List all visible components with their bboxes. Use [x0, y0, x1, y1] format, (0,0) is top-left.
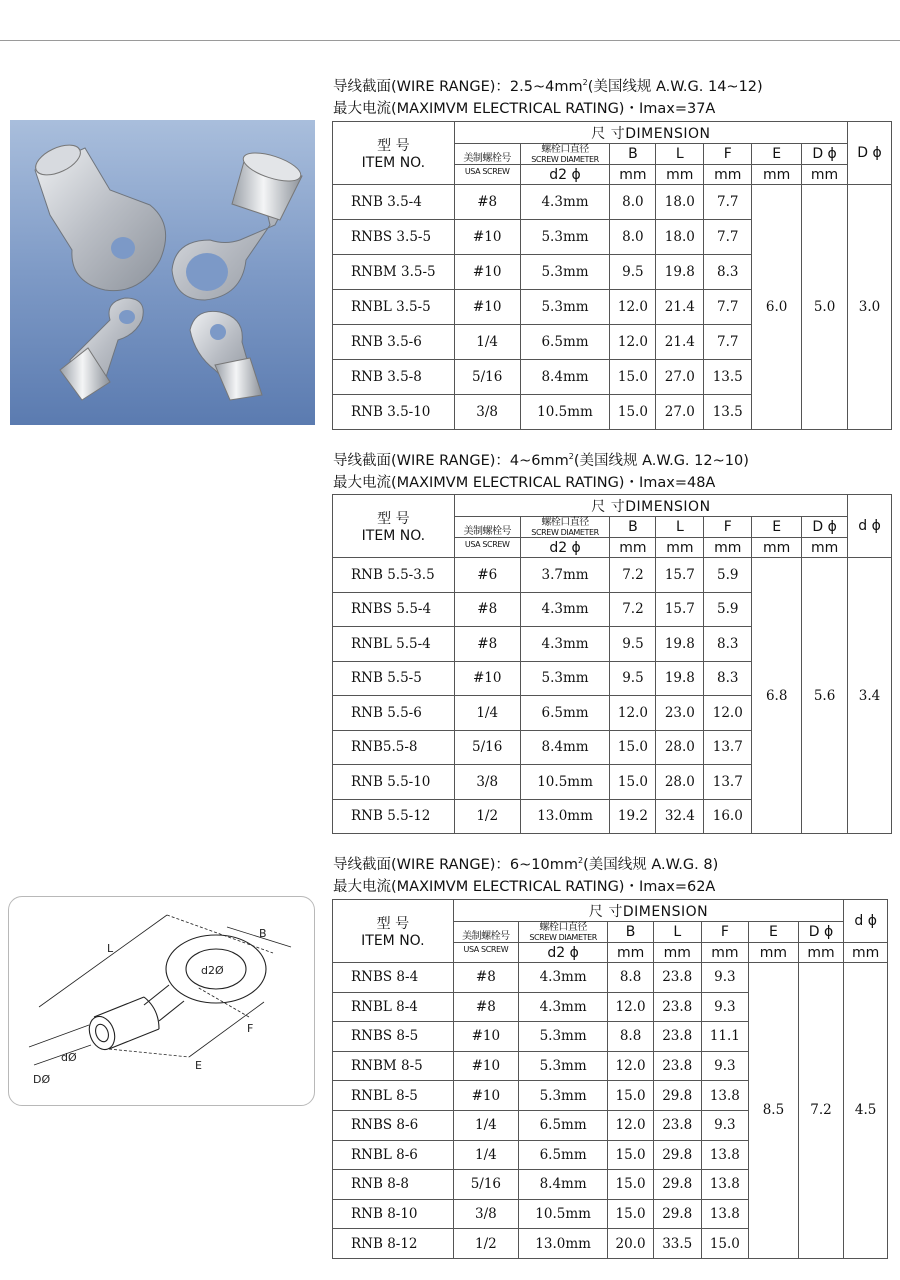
- dim-F: 8.3: [704, 627, 752, 662]
- spec-table-1: [332, 121, 892, 430]
- header-screw-diameter: 螺栓口直径 SCREW DIAMETER: [520, 144, 610, 165]
- diagram-label-d2: d2Ø: [201, 964, 224, 977]
- table-row: [333, 185, 892, 220]
- item-no: RNBS 5.5-4: [333, 592, 455, 627]
- dim-F: 13.8: [701, 1170, 749, 1200]
- dim-L: 27.0: [656, 360, 704, 395]
- item-no: RNBL 5.5-4: [333, 627, 455, 662]
- dim-F: 9.3: [701, 992, 749, 1022]
- header-L: L: [653, 922, 701, 943]
- screw-diameter: 4.3mm: [520, 627, 610, 662]
- dim-L: 29.8: [653, 1170, 701, 1200]
- diagram-label-B: B: [259, 927, 267, 940]
- dim-B: 8.0: [610, 185, 656, 220]
- item-no: RNBL 8-6: [333, 1140, 454, 1170]
- unit-mm: mm: [610, 165, 656, 185]
- header-dimension: 尺 寸DIMENSION: [453, 900, 844, 922]
- dim-F: 13.5: [704, 395, 752, 430]
- header-d2: d2 ϕ: [520, 538, 610, 558]
- dim-B: 8.8: [608, 963, 654, 993]
- screw-diameter: 13.0mm: [518, 1229, 607, 1259]
- screw-diameter: 6.5mm: [520, 325, 610, 360]
- dim-B: 15.0: [610, 730, 656, 765]
- screw-diameter: 8.4mm: [520, 730, 610, 765]
- dim-F: 5.9: [704, 558, 752, 593]
- unit-mm: mm: [704, 165, 752, 185]
- header-item-no: 型 号 ITEM NO.: [333, 122, 455, 185]
- dim-L: 21.4: [656, 325, 704, 360]
- table-row: [333, 558, 892, 593]
- diagram-label-L: L: [107, 942, 114, 955]
- item-no: RNB 5.5-6: [333, 696, 455, 731]
- item-no: RNB 5.5-10: [333, 765, 455, 800]
- header-screw-diameter: 螺栓口直径 SCREW DIAMETER: [518, 922, 607, 943]
- unit-mm: mm: [802, 538, 848, 558]
- dim-L: 15.7: [656, 592, 704, 627]
- screw-diameter: 5.3mm: [520, 255, 610, 290]
- header-dimension: 尺 寸DIMENSION: [454, 122, 847, 144]
- screw-diameter: 5.3mm: [520, 661, 610, 696]
- screw-diameter: 10.5mm: [520, 765, 610, 800]
- usa-screw: #10: [454, 220, 520, 255]
- dim-L: 19.8: [656, 255, 704, 290]
- header-d2: d2 ϕ: [520, 165, 610, 185]
- screw-diameter: 10.5mm: [520, 395, 610, 430]
- dim-B: 9.5: [610, 255, 656, 290]
- dim-L: 23.0: [656, 696, 704, 731]
- item-no: RNB 8-8: [333, 1170, 454, 1200]
- dim-D: 5.0: [802, 185, 848, 430]
- dim-F: 16.0: [704, 799, 752, 834]
- unit-mm: mm: [752, 538, 802, 558]
- header-last-col: d ϕ: [848, 495, 892, 558]
- wire-range-heading-1: 导线截面(WIRE RANGE)：$2.5\sim 4mm^2$(美国线规 A.W.G. 14~12) 最大电流(MAXIMVM ELECTRICAL RATING)・Imax=37A: [333, 78, 763, 117]
- dim-B: 12.0: [610, 696, 656, 731]
- dim-F: 5.9: [704, 592, 752, 627]
- screw-diameter: 4.3mm: [520, 592, 610, 627]
- dim-B: 15.0: [608, 1140, 654, 1170]
- dim-D: 7.2: [798, 963, 844, 1259]
- dim-B: 15.0: [610, 360, 656, 395]
- dim-F: 9.3: [701, 963, 749, 993]
- usa-screw: #10: [453, 1081, 518, 1111]
- dim-L: 23.8: [653, 1051, 701, 1081]
- unit-mm: mm: [610, 538, 656, 558]
- diagram-label-D: DØ: [33, 1073, 51, 1086]
- dim-L: 33.5: [653, 1229, 701, 1259]
- table-row: [333, 963, 888, 993]
- dim-F: 7.7: [704, 220, 752, 255]
- unit-mm: mm: [701, 943, 749, 963]
- header-F: F: [704, 144, 752, 165]
- usa-screw: 1/4: [454, 325, 520, 360]
- header-E: E: [752, 144, 802, 165]
- usa-screw: #10: [454, 255, 520, 290]
- screw-diameter: 4.3mm: [518, 992, 607, 1022]
- dim-F: 13.8: [701, 1199, 749, 1229]
- item-no: RNBM 3.5-5: [333, 255, 455, 290]
- dim-B: 15.0: [610, 765, 656, 800]
- screw-diameter: 5.3mm: [520, 220, 610, 255]
- usa-screw: 5/16: [454, 360, 520, 395]
- dim-L: 23.8: [653, 1022, 701, 1052]
- dim-B: 8.0: [610, 220, 656, 255]
- item-no: RNBS 8-5: [333, 1022, 454, 1052]
- header-E: E: [749, 922, 799, 943]
- header-dimension: 尺 寸DIMENSION: [454, 495, 847, 517]
- dim-B: 20.0: [608, 1229, 654, 1259]
- usa-screw: #10: [454, 290, 520, 325]
- usa-screw: #6: [454, 558, 520, 593]
- item-no: RNB 3.5-4: [333, 185, 455, 220]
- item-no: RNBL 3.5-5: [333, 290, 455, 325]
- dim-B: 7.2: [610, 592, 656, 627]
- usa-screw: 3/8: [453, 1199, 518, 1229]
- unit-mm: mm: [656, 538, 704, 558]
- screw-diameter: 6.5mm: [520, 696, 610, 731]
- usa-screw: #10: [453, 1022, 518, 1052]
- item-no: RNBS 3.5-5: [333, 220, 455, 255]
- usa-screw: 3/8: [454, 395, 520, 430]
- usa-screw: #8: [454, 627, 520, 662]
- usa-screw: 1/2: [453, 1229, 518, 1259]
- screw-diameter: 5.3mm: [518, 1081, 607, 1111]
- dim-L: 29.8: [653, 1081, 701, 1111]
- top-rule: [0, 40, 900, 41]
- item-no: RNB 3.5-6: [333, 325, 455, 360]
- dim-F: 12.0: [704, 696, 752, 731]
- header-screw-diameter: 螺栓口直径 SCREW DIAMETER: [520, 517, 610, 538]
- screw-diameter: 6.5mm: [518, 1110, 607, 1140]
- unit-mm: mm: [749, 943, 799, 963]
- header-item-no: 型 号 ITEM NO.: [333, 495, 455, 558]
- dim-B: 7.2: [610, 558, 656, 593]
- dim-B: 12.0: [608, 992, 654, 1022]
- header-D: D ϕ: [802, 144, 848, 165]
- header-F: F: [704, 517, 752, 538]
- dim-L: 19.8: [656, 661, 704, 696]
- unit-mm: mm: [704, 538, 752, 558]
- item-no: RNBL 8-5: [333, 1081, 454, 1111]
- header-usa-screw: 美制螺栓号 USA SCREW: [454, 517, 520, 558]
- dim-F: 9.3: [701, 1110, 749, 1140]
- dim-B: 12.0: [608, 1110, 654, 1140]
- dim-F: 7.7: [704, 290, 752, 325]
- header-B: B: [608, 922, 654, 943]
- screw-diameter: 5.3mm: [520, 290, 610, 325]
- dim-F: 13.5: [704, 360, 752, 395]
- dim-E: 8.5: [749, 963, 799, 1259]
- usa-screw: 1/4: [454, 696, 520, 731]
- item-no: RNBL 8-4: [333, 992, 454, 1022]
- dim-F: 11.1: [701, 1022, 749, 1052]
- diagram-label-F: F: [247, 1022, 254, 1035]
- usa-screw: #8: [453, 963, 518, 993]
- header-d2: d2 ϕ: [518, 943, 607, 963]
- dim-L: 27.0: [656, 395, 704, 430]
- header-B: B: [610, 517, 656, 538]
- header-D: D ϕ: [802, 517, 848, 538]
- header-D: D ϕ: [798, 922, 844, 943]
- wire-range-heading-2: 导线截面(WIRE RANGE)：$4\sim 6mm^2$(美国线规 A.W.G. 12~10) 最大电流(MAXIMVM ELECTRICAL RATING)・Imax=48A: [333, 452, 749, 491]
- unit-mm: mm: [752, 165, 802, 185]
- unit-mm-last: mm: [844, 943, 888, 963]
- dim-B: 15.0: [608, 1081, 654, 1111]
- dim-L: 18.0: [656, 185, 704, 220]
- wire-range-heading-3: 导线截面(WIRE RANGE)：$6\sim 10mm^2$(美国线规 A.W.G. 8) 最大电流(MAXIMVM ELECTRICAL RATING)・Imax=62A: [333, 856, 719, 895]
- dimension-diagram-box: [8, 896, 315, 1106]
- dim-L: 23.8: [653, 992, 701, 1022]
- screw-diameter: 8.4mm: [518, 1170, 607, 1200]
- dim-B: 15.0: [610, 395, 656, 430]
- dim-B: 9.5: [610, 661, 656, 696]
- item-no: RNB 3.5-8: [333, 360, 455, 395]
- dim-L: 28.0: [656, 765, 704, 800]
- unit-mm: mm: [653, 943, 701, 963]
- usa-screw: 1/4: [453, 1110, 518, 1140]
- dim-L: 32.4: [656, 799, 704, 834]
- dim-B: 12.0: [608, 1051, 654, 1081]
- dim-L: 21.4: [656, 290, 704, 325]
- usa-screw: #8: [454, 592, 520, 627]
- dim-L: 19.8: [656, 627, 704, 662]
- ring-terminal-dimension-diagram: [9, 897, 314, 1105]
- dim-B: 12.0: [610, 325, 656, 360]
- header-item-no: 型 号 ITEM NO.: [333, 900, 454, 963]
- dim-d: 4.5: [844, 963, 888, 1259]
- dim-F: 13.7: [704, 765, 752, 800]
- header-E: E: [752, 517, 802, 538]
- dim-F: 9.3: [701, 1051, 749, 1081]
- dim-B: 15.0: [608, 1170, 654, 1200]
- dim-d: 3.4: [848, 558, 892, 834]
- screw-diameter: 3.7mm: [520, 558, 610, 593]
- dim-L: 23.8: [653, 963, 701, 993]
- item-no: RNB 5.5-5: [333, 661, 455, 696]
- usa-screw: 3/8: [454, 765, 520, 800]
- screw-diameter: 8.4mm: [520, 360, 610, 395]
- item-no: RNB 8-12: [333, 1229, 454, 1259]
- unit-mm: mm: [656, 165, 704, 185]
- diagram-label-E: E: [195, 1059, 202, 1072]
- dim-F: 7.7: [704, 325, 752, 360]
- screw-diameter: 5.3mm: [518, 1051, 607, 1081]
- header-last-col: d ϕ: [844, 900, 888, 943]
- dim-F: 13.7: [704, 730, 752, 765]
- dim-D: 5.6: [802, 558, 848, 834]
- dim-B: 15.0: [608, 1199, 654, 1229]
- header-L: L: [656, 517, 704, 538]
- usa-screw: 5/16: [454, 730, 520, 765]
- dim-F: 8.3: [704, 661, 752, 696]
- usa-screw: #8: [454, 185, 520, 220]
- diagram-label-d: dØ: [61, 1051, 77, 1064]
- header-F: F: [701, 922, 749, 943]
- item-no: RNB 8-10: [333, 1199, 454, 1229]
- usa-screw: 5/16: [453, 1170, 518, 1200]
- usa-screw: #10: [454, 661, 520, 696]
- header-usa-screw: 美制螺栓号 USA SCREW: [453, 922, 518, 963]
- dim-E: 6.8: [752, 558, 802, 834]
- dim-L: 23.8: [653, 1110, 701, 1140]
- dim-F: 13.8: [701, 1081, 749, 1111]
- item-no: RNBS 8-4: [333, 963, 454, 993]
- unit-mm: mm: [802, 165, 848, 185]
- dim-B: 8.8: [608, 1022, 654, 1052]
- dim-F: 13.8: [701, 1140, 749, 1170]
- header-B: B: [610, 144, 656, 165]
- item-no: RNB 5.5-12: [333, 799, 455, 834]
- dim-E: 6.0: [752, 185, 802, 430]
- dim-F: 7.7: [704, 185, 752, 220]
- item-no: RNB5.5-8: [333, 730, 455, 765]
- header-usa-screw: 美制螺栓号 USA SCREW: [454, 144, 520, 185]
- header-L: L: [656, 144, 704, 165]
- header-last-col: D ϕ: [848, 122, 892, 185]
- screw-diameter: 4.3mm: [520, 185, 610, 220]
- screw-diameter: 13.0mm: [520, 799, 610, 834]
- screw-diameter: 10.5mm: [518, 1199, 607, 1229]
- product-photo: [10, 120, 315, 425]
- dim-F: 15.0: [701, 1229, 749, 1259]
- dim-B: 19.2: [610, 799, 656, 834]
- item-no: RNB 3.5-10: [333, 395, 455, 430]
- item-no: RNB 5.5-3.5: [333, 558, 455, 593]
- screw-diameter: 5.3mm: [518, 1022, 607, 1052]
- unit-mm: mm: [798, 943, 844, 963]
- usa-screw: #8: [453, 992, 518, 1022]
- dim-L: 15.7: [656, 558, 704, 593]
- dim-B: 9.5: [610, 627, 656, 662]
- dim-d: 3.0: [848, 185, 892, 430]
- usa-screw: 1/2: [454, 799, 520, 834]
- dim-L: 29.8: [653, 1199, 701, 1229]
- dim-L: 28.0: [656, 730, 704, 765]
- unit-mm: mm: [608, 943, 654, 963]
- item-no: RNBS 8-6: [333, 1110, 454, 1140]
- screw-diameter: 4.3mm: [518, 963, 607, 993]
- dim-L: 18.0: [656, 220, 704, 255]
- dim-B: 12.0: [610, 290, 656, 325]
- dim-L: 29.8: [653, 1140, 701, 1170]
- usa-screw: #10: [453, 1051, 518, 1081]
- usa-screw: 1/4: [453, 1140, 518, 1170]
- spec-table-3: [332, 899, 888, 1259]
- screw-diameter: 6.5mm: [518, 1140, 607, 1170]
- spec-table-2: [332, 494, 892, 834]
- item-no: RNBM 8-5: [333, 1051, 454, 1081]
- dim-F: 8.3: [704, 255, 752, 290]
